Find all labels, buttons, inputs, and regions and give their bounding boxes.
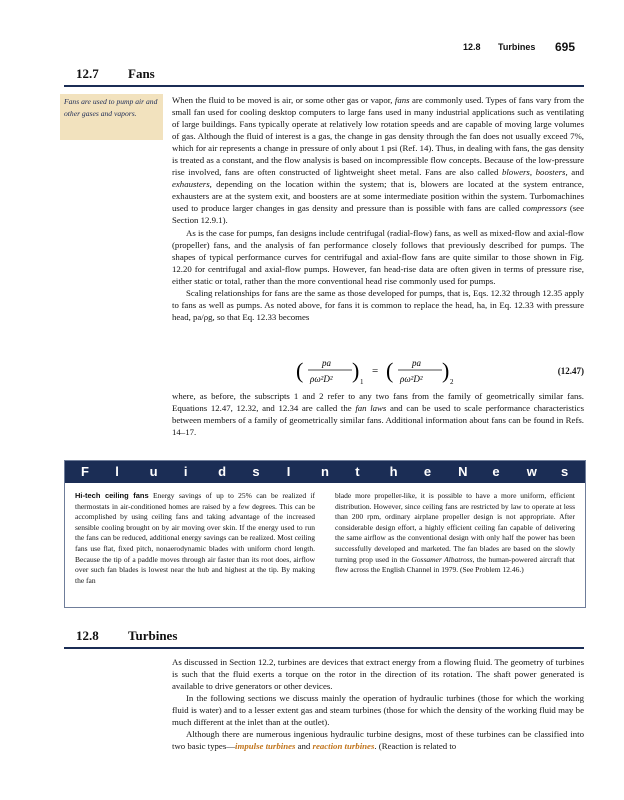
subscript-2: 2 <box>450 378 454 386</box>
turbines-paragraph-3: Although there are numerous ingenious hydraulic turbine designs, most of these turbines can be classified into two basic types—impulse turbines and reaction turbines. (Reaction is related to <box>172 729 584 752</box>
header-section-number: 12.8 <box>463 42 481 52</box>
section-heading-fans <box>76 66 155 82</box>
turbines-paragraph-1: As discussed in Section 12.2, turbines are devices that extract energy from a flowing fluid. The geometry of turbines is such that the fluid exerts a torque on the rotor in the direction of its rotation. The shaft power generated is available to drive generators or other devices. <box>172 657 584 692</box>
fluids-in-the-news-box <box>64 460 586 608</box>
equation-number: (12.47) <box>557 366 584 376</box>
section-number: 12.8 <box>76 628 99 643</box>
rhs-denominator: ρω²D² <box>400 374 423 384</box>
news-headline: Hi-tech ceiling fans <box>75 491 149 500</box>
section-title: Turbines <box>128 628 178 643</box>
news-left-column: Hi-tech ceiling fans Energy savings of up to 25% can be realized if thermostats in air-conditioned homes are raised by a few degrees. This can be accomplished by using ceiling fans and taking advantage of the increased sensible cooling brought on by air moving over skin. If the energy used to run the fans can be reduced, additional energy savings can be realized. Most ceiling fans use flat, fixed pitch, nonaerodynamic blades with uniform chord length. Because the tip of a paddle moves through air faster than its root does, airflow over such fan blades is lowest near the hub and highest at the tip. By making the fan <box>75 491 316 585</box>
reaction-turbines-term: reaction turbines <box>312 741 375 752</box>
page-number: 695 <box>555 40 576 54</box>
section-rule <box>64 85 584 87</box>
fans-paragraph-2: As is the case for pumps, fan designs include centrifugal (radial-flow) fans, as well as mixed-flow and axial-flow (propeller) fans, and the analysis of fan performance closely follows that previously described for pumps. The shapes of typical performance curves for centrifugal and axial-flow fans are quite similar to those shown in Fig. 12.20 for centrifugal and axial-flow pumps. However, fan head-rise data are often given in terms of pressure rise, either static or total, rather than the more conventional head rise commonly used for pumps. <box>172 227 584 286</box>
fan-law-equation <box>292 354 492 390</box>
lhs-denominator: ρω²D² <box>310 374 333 384</box>
section-rule <box>64 647 584 649</box>
fans-text-block-2 <box>172 390 584 438</box>
subscript-1: 1 <box>360 378 364 386</box>
fans-paragraph-1: When the fluid to be moved is air, or some other gas or vapor, fans are commonly used. Types of fans vary from the small fan used for cooling desktop computers to large fans used in many industrial applications such as ventilating of large buildings. Fans typically operate at relatively low rotation speeds and are capable of moving large volumes of gas. Although the fluid of interest is a gas, the change in gas density through the fan does not usually exceed 7%, which for air represents a change in pressure of only about 1 psi (Ref. 14). Thus, in dealing with fans, the gas density is treated as a constant, and the flow analysis is based on incompressible flow concepts. Because of the low-pressure rise involved, fans are often constructed of lightweight sheet metal. Fans are also called blowers, boosters, and exhausters, depending on the location within the system; that is, blowers are located at the system entrance, exhausters are at the system exit, and boosters are at some intermediate position within the system. Turbomachines used to produce larger changes in gas density and pressure than is possible with fans are called compressors (see Section 12.9.1). <box>172 95 584 226</box>
fans-paragraph-4: where, as before, the subscripts 1 and 2 refer to any two fans from the family of geometrically similar fans. Equations 12.47, 12.32, and 12.34 are called the fan laws and can be used to scale performance characteristics between members of a family of geometrically similar fans. Additional information about fans can be found in Refs. 14–17. <box>172 391 585 438</box>
lhs-numerator: pa <box>322 358 331 368</box>
right-paren: ) <box>352 358 360 383</box>
fans-text-block <box>172 94 584 323</box>
section-heading-turbines <box>76 628 177 644</box>
rhs-numerator: pa <box>412 358 421 368</box>
news-right-column: blade more propeller-like, it is possible to have a more uniform, efficient distribution. However, since ceiling fans are restricted by law to operate at less than 200 rpm, ordinary airplane propeller design is not appropriate. After considerable design effort, a highly efficient ceiling fan capable of delivering the same airflow as the conventional design with only half the power has been successfully developed and marketed. The fan blades are based on the slowly turning prop used in the Gossamer Albatross, the human-powered aircraft that flew across the English Channel in 1979. (See Problem 12.46.) <box>335 491 575 575</box>
turbines-paragraph-2: In the following sections we discuss mainly the operation of hydraulic turbines (those for which the working fluid is water) and to a lesser extent gas and steam turbines (those for which the density of the working fluid may be much different at the inlet than at the outlet). <box>172 693 584 728</box>
news-banner: F l u i d s I n t h e N e w s <box>65 461 585 483</box>
section-number: 12.7 <box>76 66 99 81</box>
impulse-turbines-term: impulse turbines <box>235 741 296 752</box>
turbines-text-block <box>172 656 584 752</box>
running-header <box>0 42 624 56</box>
section-title: Fans <box>128 66 155 81</box>
margin-note: Fans are used to pump air and other gases and vapors. <box>60 94 163 140</box>
left-paren: ( <box>296 358 304 383</box>
fans-paragraph-3: Scaling relationships for fans are the same as those developed for pumps, that is, Eqs. 12.32 through 12.35 apply to fans as well as pumps. As noted above, for fans it is common to replace the head, ha, in Eq. 12.33 with pressure head, pa/ρg, so that Eq. 12.33 becomes <box>172 287 584 322</box>
right-paren: ) <box>442 358 450 383</box>
equals-sign: = <box>372 365 379 377</box>
left-paren: ( <box>386 358 394 383</box>
equation-12-47 <box>172 354 584 390</box>
header-title: Turbines <box>498 42 536 52</box>
